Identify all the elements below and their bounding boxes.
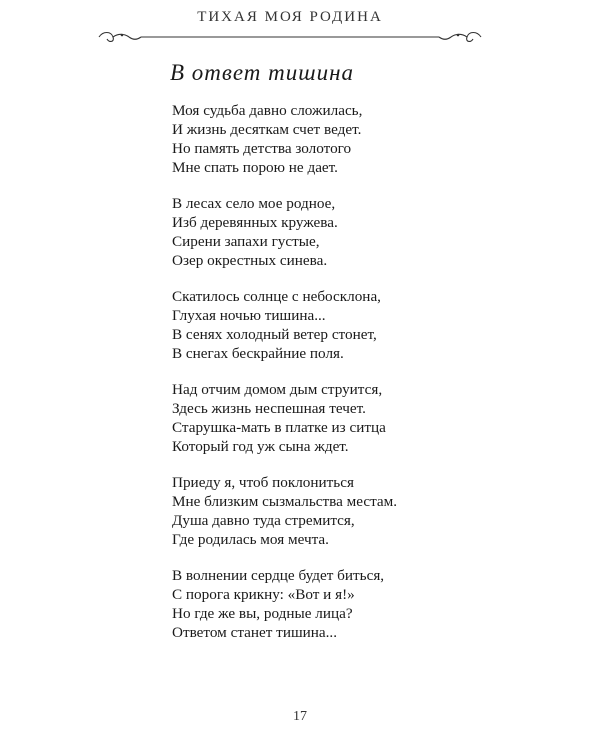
page-number: 17 [293, 709, 307, 724]
poem-line: В снегах бескрайние поля. [172, 345, 344, 362]
stanza [172, 380, 512, 456]
poem-line: Приеду я, чтоб поклониться [172, 474, 354, 491]
poem-line: Где родилась моя мечта. [172, 531, 329, 548]
poem-line: Моя судьба давно сложилась, [172, 102, 363, 119]
running-header [95, 0, 485, 45]
stanza [172, 101, 512, 177]
stanza [172, 194, 512, 270]
flourish-divider-icon [95, 29, 485, 45]
stanza [172, 566, 512, 642]
poem-line: В волнении сердце будет биться, [172, 567, 385, 584]
poem-line: Скатилось солнце с небосклона, [172, 288, 381, 305]
poem-line: Мне спать порою не дает. [172, 159, 338, 176]
poem-line: Но память детства золотого [172, 140, 352, 157]
poem-line: Озер окрестных синева. [172, 252, 328, 269]
poem-line: Который год уж сына ждет. [172, 438, 349, 455]
stanza [172, 473, 512, 549]
stanza [172, 287, 512, 363]
running-title: ТИХАЯ МОЯ РОДИНА [197, 9, 383, 25]
poem-line: И жизнь десяткам счет ведет. [172, 121, 362, 138]
poem-line: Над отчим домом дым струится, [172, 381, 383, 398]
poem-line: Ответом станет тишина... [172, 624, 338, 641]
poem-line: Здесь жизнь неспешная течет. [172, 400, 366, 417]
poem-body [172, 101, 512, 659]
poem-line: В лесах село мое родное, [172, 195, 336, 212]
poem-line: Сирени запахи густые, [172, 233, 320, 250]
poem-line: Изб деревянных кружева. [172, 214, 338, 231]
poem-line: Глухая ночью тишина... [172, 307, 326, 324]
poem-line: Но где же вы, родные лица? [172, 605, 353, 622]
poem-line: В сенях холодный ветер стонет, [172, 326, 377, 343]
poem-title: В ответ тишина [170, 60, 355, 85]
poem-line: С порога крикну: «Вот и я!» [172, 586, 355, 603]
poem-line: Душа давно туда стремится, [172, 512, 355, 529]
poem-line: Мне близким сызмальства местам. [172, 493, 398, 510]
poem-line: Старушка-мать в платке из ситца [172, 419, 386, 436]
